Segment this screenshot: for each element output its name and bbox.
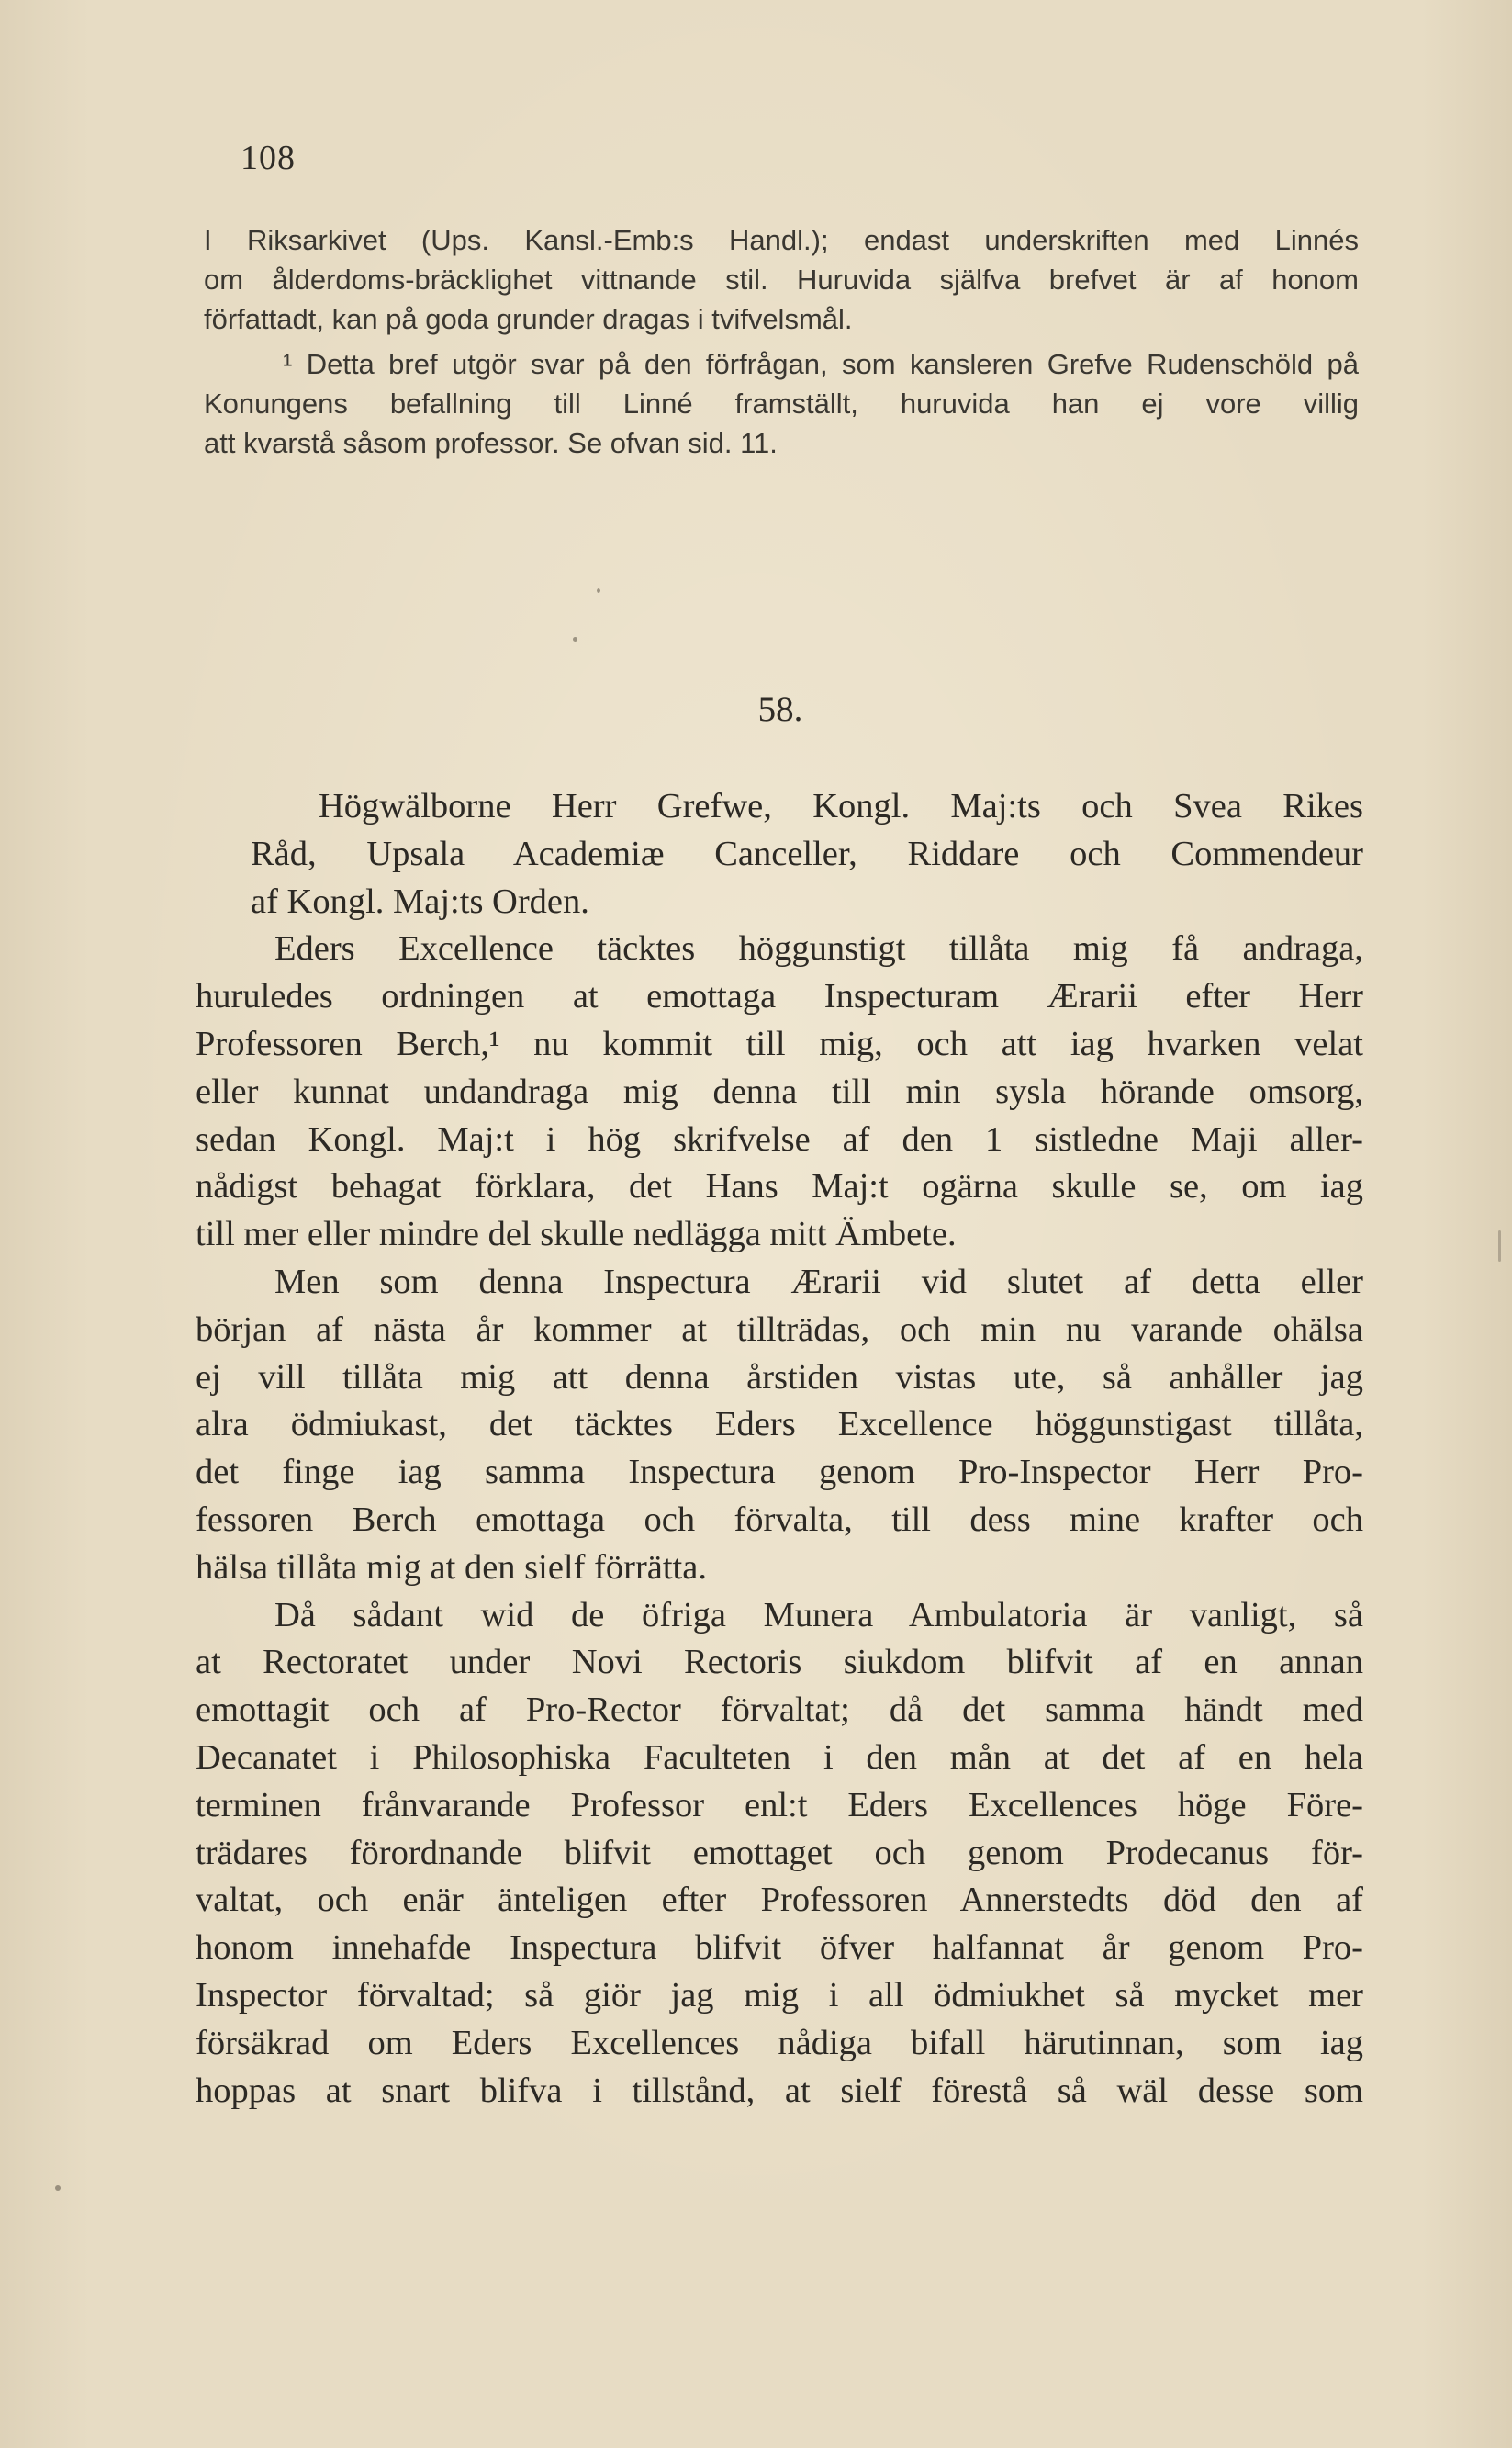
footnote-1 bbox=[204, 220, 1359, 339]
text-line: Professoren Berch,¹ nu kommit till mig, och att iag hvarken velat bbox=[196, 1024, 1363, 1063]
text-line: Då sådant wid de öfriga Munera Ambulatoria är vanligt, så bbox=[274, 1595, 1363, 1634]
text-line: Decanatet i Philosophiska Faculteten i den mån at det af en hela bbox=[196, 1737, 1363, 1777]
salutation-line: Högwälborne Herr Grefwe, Kongl. Maj:ts och Svea Rikes bbox=[319, 787, 1363, 825]
paragraph-2 bbox=[196, 1259, 1363, 1592]
text-line: trädares förordnande blifvit emottaget och genom Prodecanus för- bbox=[196, 1833, 1363, 1872]
footnote-line: att kvarstå såsom professor. Se ofvan sid. 11. bbox=[204, 427, 778, 459]
text-line: emottagit och af Pro-Rector förvaltat; då det samma händt med bbox=[196, 1690, 1363, 1730]
text-line: till mer eller mindre del skulle nedlägga mitt Ämbete. bbox=[196, 1215, 957, 1254]
text-line: hoppas at snart blifva i tillstånd, at sielf förestå så wäl desse som bbox=[196, 2071, 1363, 2110]
text-line: fessoren Berch emottaga och förvalta, till dess mine krafter och bbox=[196, 1499, 1363, 1539]
letter-body bbox=[196, 783, 1363, 2115]
text-line: at Rectoratet under Novi Rectoris siukdom blifvit af en annan bbox=[196, 1643, 1363, 1682]
text-line: honom innehafde Inspectura blifvit öfver halfannat år genom Pro- bbox=[196, 1928, 1363, 1968]
paper-speck bbox=[573, 637, 577, 642]
text-line: sedan Kongl. Maj:t i hög skrifvelse af den 1 sistledne Maji aller- bbox=[196, 1119, 1363, 1159]
text-line: nådigst behagat förklara, det Hans Maj:t ogärna skulle se, om iag bbox=[196, 1167, 1363, 1207]
text-line: hälsa tillåta mig at den sielf förrätta. bbox=[196, 1547, 707, 1587]
text-line: eller kunnat undandraga mig denna till min sysla hörande omsorg, bbox=[196, 1072, 1363, 1111]
text-line: Men som denna Inspectura Ærarii vid slutet af detta eller bbox=[274, 1262, 1363, 1301]
letter-number: 58. bbox=[757, 690, 803, 729]
salutation-line: Råd, Upsala Academiæ Canceller, Riddare och Commendeur bbox=[251, 834, 1363, 873]
footnote-line: I Riksarkivet (Ups. Kansl.-Emb:s Handl.); endast underskriften med Linnés bbox=[204, 224, 1359, 256]
text-line: ej vill tillåta mig att denna årstiden vistas ute, så anhåller jag bbox=[196, 1357, 1363, 1397]
text-line: huruledes ordningen at emottaga Inspecturam Ærarii efter Herr bbox=[196, 977, 1363, 1016]
footnote-line: Konungens befallning till Linné framställt, huruvida han ej vore villig bbox=[204, 387, 1359, 420]
text-line: Eders Excellence täcktes höggunstigt tillåta mig få andraga, bbox=[274, 929, 1363, 969]
paper-speck bbox=[55, 2185, 61, 2191]
salutation bbox=[196, 783, 1363, 926]
paper-speck bbox=[1498, 1230, 1501, 1262]
footnote-line: om ålderdoms-bräcklighet vittnande stil. Huruvida själfva brefvet är af honom bbox=[204, 264, 1359, 296]
footnote-line: ¹ Detta bref utgör svar på den förfrågan, som kansleren Grefve Rudenschöld på bbox=[283, 348, 1359, 380]
text-line: valtat, och enär änteligen efter Professoren Annerstedts död den af bbox=[196, 1881, 1363, 1920]
text-line: terminen frånvarande Professor enl:t Eders Excellences höge Före- bbox=[196, 1785, 1363, 1825]
footnotes bbox=[204, 220, 1359, 463]
text-line: försäkrad om Eders Excellences nådiga bifall härutinnan, som iag bbox=[196, 2023, 1363, 2062]
page-number: 108 bbox=[241, 139, 296, 177]
text-line: början af nästa år kommer at tillträdas, och min nu varande ohälsa bbox=[196, 1309, 1363, 1349]
paragraph-1 bbox=[196, 926, 1363, 1259]
text-line: det finge iag samma Inspectura genom Pro-Inspector Herr Pro- bbox=[196, 1453, 1363, 1492]
paragraph-3 bbox=[196, 1592, 1363, 2116]
footnote-line: författadt, kan på goda grunder dragas i tvifvelsmål. bbox=[204, 303, 853, 335]
text-line: Inspector förvaltad; så giör jag mig i all ödmiukhet så mycket mer bbox=[196, 1975, 1363, 2015]
salutation-line: af Kongl. Maj:ts Orden. bbox=[251, 882, 589, 921]
text-line: alra ödmiukast, det täcktes Eders Excellence höggunstigast tillåta, bbox=[196, 1405, 1363, 1444]
footnote-2 bbox=[204, 344, 1359, 463]
paper-speck bbox=[597, 588, 600, 593]
